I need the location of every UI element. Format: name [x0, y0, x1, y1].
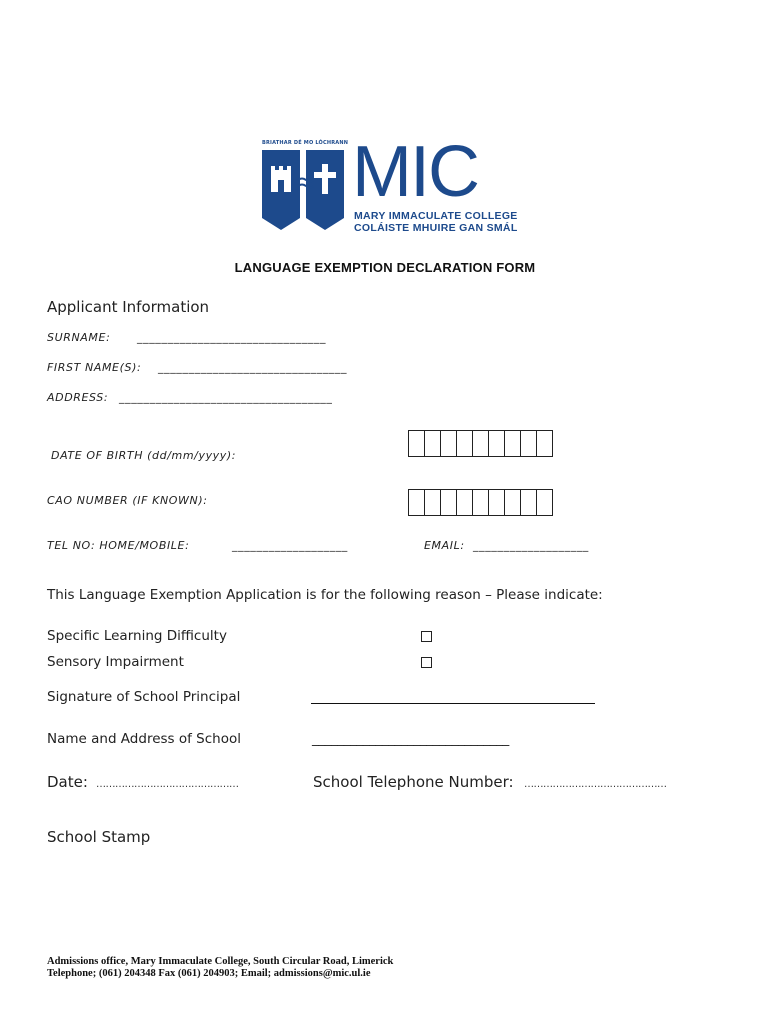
dob-boxes[interactable] [408, 430, 553, 457]
footer-address: Admissions office, Mary Immaculate College, South Circular Road, Limerick [47, 956, 394, 967]
reason-text: This Language Exemption Application is for the following reason – Please indicate: [47, 587, 603, 603]
address-field[interactable]: ___________________________________ [119, 391, 333, 404]
school-tel-label: School Telephone Number: [313, 773, 514, 791]
school-name-field[interactable]: _______________________________ [312, 731, 509, 747]
option-sensory-label: Sensory Impairment [47, 654, 184, 670]
applicant-heading: Applicant Information [47, 298, 210, 316]
email-label: EMAIL: [424, 539, 465, 552]
cao-label: CAO NUMBER (IF KNOWN): [47, 494, 208, 507]
firstname-label: FIRST NAME(S): [47, 361, 142, 374]
surname-field[interactable]: _______________________________ [137, 331, 327, 344]
signature-line[interactable] [311, 703, 595, 704]
firstname-field[interactable]: _______________________________ [158, 361, 348, 374]
mic-logo [262, 132, 518, 236]
logo-name-ga: COLÁISTE MHUIRE GAN SMÁL [354, 222, 518, 234]
address-label: ADDRESS: [47, 391, 109, 404]
option-sld-checkbox[interactable] [421, 631, 432, 642]
footer-contact: Telephone; (061) 204348 Fax (061) 204903; Email; admissions@mic.ul.ie [47, 968, 371, 979]
logo-motto: BRIATHAR DÉ MO LÓCHRANN [262, 140, 349, 146]
tel-field[interactable]: ___________________ [232, 539, 348, 552]
option-sensory-checkbox[interactable] [421, 657, 432, 668]
logo-acronym: MIC [352, 132, 478, 212]
signature-label: Signature of School Principal [47, 689, 241, 705]
logo-name-en: MARY IMMACULATE COLLEGE [354, 210, 518, 222]
form-title: LANGUAGE EXEMPTION DECLARATION FORM [234, 260, 536, 275]
option-sld-label: Specific Learning Difficulty [47, 628, 227, 644]
date-label: Date: [47, 773, 88, 791]
school-stamp-label: School Stamp [47, 828, 151, 846]
cao-boxes[interactable] [408, 489, 553, 516]
tel-label: TEL NO: HOME/MOBILE: [47, 539, 190, 552]
dob-label: DATE OF BIRTH (dd/mm/yyyy): [51, 449, 237, 462]
date-field[interactable]: ……………………………………… [96, 779, 239, 790]
school-name-label: Name and Address of School [47, 731, 241, 747]
surname-label: SURNAME: [47, 331, 111, 344]
email-field[interactable]: ___________________ [473, 539, 589, 552]
school-tel-field[interactable]: ……………………………………… [524, 779, 667, 790]
